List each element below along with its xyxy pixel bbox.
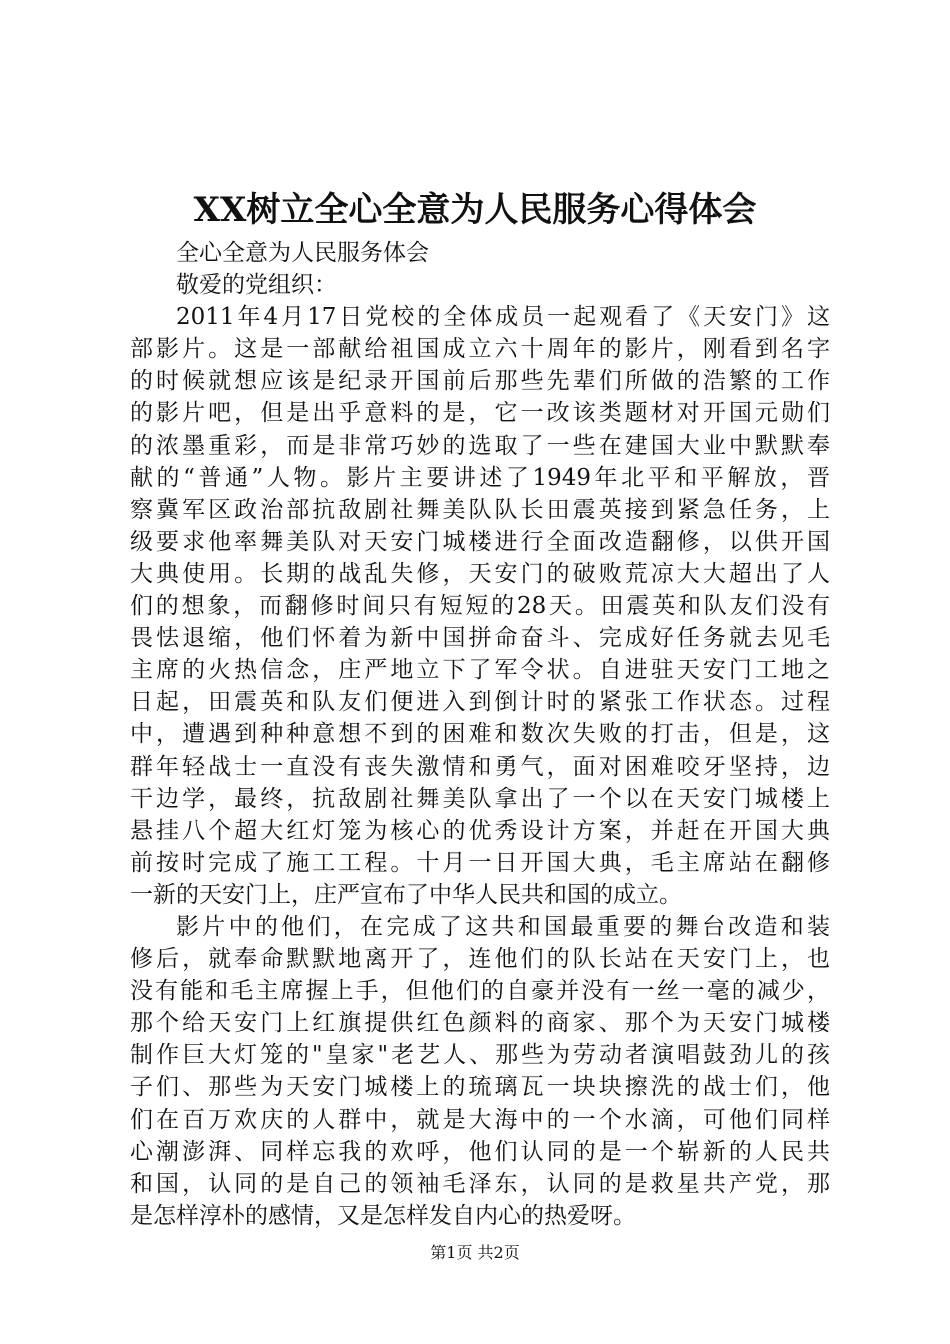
page-number-footer: 第1页 共2页: [430, 1243, 520, 1262]
paragraph-line: 级要求他率舞美队对天安门城楼进行全面改造翻修，以供开国: [130, 528, 830, 555]
paragraph-line: 子们、那些为天安门城楼上的琉璃瓦一块块擦洗的战士们，他: [130, 1074, 830, 1101]
paragraph-line: 修后，就奉命默默地离开了，连他们的队长站在天安门上，也: [130, 946, 830, 973]
paragraph-2: [130, 911, 830, 1232]
paragraph-line: 悬挂八个超大红灯笼为核心的优秀设计方案，并赶在开国大典: [130, 817, 830, 844]
salutation: 敬爱的党组织：: [176, 272, 337, 299]
paragraph-line: 群年轻战士一直没有丧失激情和勇气，面对困难咬牙坚持，边: [130, 753, 830, 780]
paragraph-line: 前按时完成了施工工程。十月一日开国大典，毛主席站在翻修: [130, 849, 830, 876]
paragraph-line: 一新的天安门上，庄严宣布了中华人民共和国的成立。: [130, 881, 682, 908]
paragraph-line: 日起，田震英和队友们便进入到倒计时的紧张工作状态。过程: [130, 689, 830, 716]
document-subtitle: 全心全意为人民服务体会: [176, 240, 429, 266]
document-body: [130, 237, 830, 1232]
paragraph-line: 是怎样淳朴的感情，又是怎样发自内心的热爱呀。: [130, 1202, 636, 1229]
paragraph-line: 部影片。这是一部献给祖国成立六十周年的影片，刚看到名字: [130, 336, 830, 363]
paragraph-line: 献的“普通”人物。影片主要讲述了1949年北平和平解放，晋: [130, 464, 830, 491]
paragraph-line: 的影片吧，但是出乎意料的是，它一改该类题材对开国元勋们: [130, 400, 830, 427]
paragraph-line: 没有能和毛主席握上手，但他们的自豪并没有一丝一毫的减少，: [130, 978, 830, 1005]
paragraph-line: 的浓墨重彩，而是非常巧妙的选取了一些在建国大业中默默奉: [130, 432, 830, 459]
paragraph-line: 畏怯退缩，他们怀着为新中国拼命奋斗、完成好任务就去见毛: [130, 625, 830, 652]
paragraph-1: [130, 301, 830, 911]
paragraph-line: 察冀军区政治部抗敌剧社舞美队队长田震英接到紧急任务，上: [130, 496, 830, 523]
paragraph-line: 2011年4月17日党校的全体成员一起观看了《天安门》这: [176, 304, 830, 331]
paragraph-line: 制作巨大灯笼的"皇家"老艺人、那些为劳动者演唱鼓劲儿的孩: [130, 1042, 830, 1069]
paragraph-line: 干边学，最终，抗敌剧社舞美队拿出了一个以在天安门城楼上: [130, 785, 830, 812]
paragraph-line: 那个给天安门上红旗提供红色颜料的商家、那个为天安门城楼: [130, 1010, 830, 1037]
document-title: XX树立全心全意为人民服务心得体会: [193, 190, 757, 230]
paragraph-line: 主席的火热信念，庄严地立下了军令状。自进驻天安门工地之: [130, 657, 830, 684]
paragraph-line: 们的想象，而翻修时间只有短短的28天。田震英和队友们没有: [130, 593, 830, 620]
paragraph-line: 中，遭遇到种种意想不到的困难和数次失败的打击，但是，这: [130, 721, 830, 748]
paragraph-line: 和国，认同的是自己的领袖毛泽东，认同的是救星共产党，那: [130, 1170, 830, 1197]
paragraph-line: 大典使用。长期的战乱失修，天安门的破败荒凉大大超出了人: [130, 560, 830, 587]
paragraph-line: 影片中的他们，在完成了这共和国最重要的舞台改造和装: [176, 913, 830, 940]
paragraph-line: 的时候就想应该是纪录开国前后那些先辈们所做的浩繁的工作: [130, 368, 830, 395]
paragraph-line: 心潮澎湃、同样忘我的欢呼，他们认同的是一个崭新的人民共: [130, 1138, 830, 1165]
paragraph-line: 们在百万欢庆的人群中，就是大海中的一个水滴，可他们同样: [130, 1106, 830, 1133]
